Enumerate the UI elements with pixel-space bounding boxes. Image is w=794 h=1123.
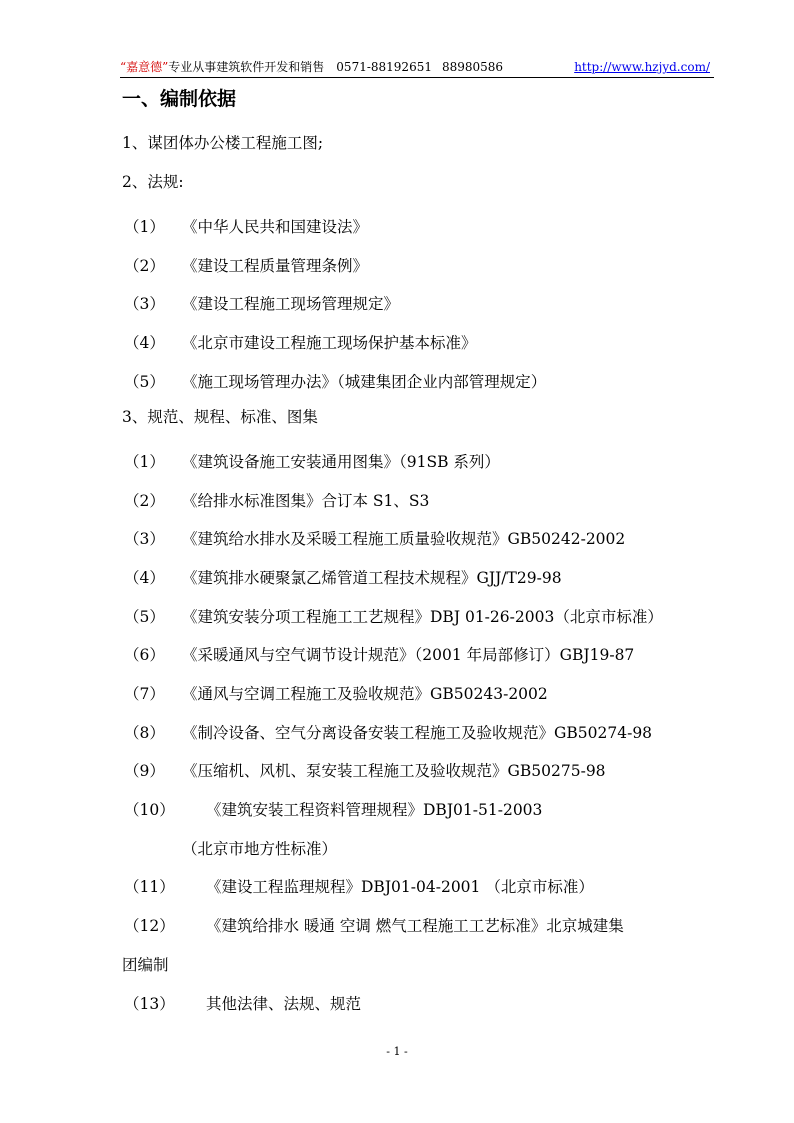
- list-item-number: （7）: [124, 685, 165, 703]
- list-item-text: （北京市地方性标准）: [182, 840, 338, 858]
- list-item-text: 《建筑给水排水及采暖工程施工质量验收规范》GB50242-2002: [182, 530, 626, 548]
- list-item: [124, 916, 624, 936]
- list-item-text: 《采暖通风与空气调节设计规范》（2001 年局部修订）GBJ19-87: [182, 646, 635, 664]
- list-item: [124, 684, 548, 704]
- list-item-number: （4）: [124, 334, 165, 352]
- header-phone-2: 88980586: [441, 60, 504, 74]
- item-standards: 3、规范、规程、标准、图集: [122, 408, 318, 426]
- list-item-text: 其他法律、法规、规范: [206, 995, 362, 1013]
- list-item-number: （3）: [124, 530, 165, 548]
- list-item-number: （10）: [124, 801, 175, 819]
- list-item-text: 《施工现场管理办法》（城建集团企业内部管理规定）: [182, 373, 547, 391]
- list-item-text: 《建设工程质量管理条例》: [182, 257, 369, 275]
- list-item-number: （3）: [124, 295, 165, 313]
- list-item-number: （8）: [124, 724, 165, 742]
- list-item: [124, 217, 368, 237]
- section-title: 一、编制依据: [122, 88, 237, 110]
- list-item-number: （6）: [124, 646, 165, 664]
- list-item: [124, 256, 368, 276]
- header-tagline: 专业从事建筑软件开发和销售: [168, 60, 325, 74]
- list-item-text: 《建设工程监理规程》DBJ01-04-2001 （北京市标准）: [206, 878, 594, 896]
- list-item-text: 《给排水标准图集》合订本 S1、S3: [182, 492, 430, 510]
- list-item-number: （13）: [124, 995, 175, 1013]
- list-item-text: 《建筑排水硬聚氯乙烯管道工程技术规程》GJJ/T29-98: [182, 569, 562, 587]
- list-item: [124, 294, 399, 314]
- list-item-number: （2）: [124, 257, 165, 275]
- list-item-text: 《中华人民共和国建设法》: [182, 218, 369, 236]
- list-item-text: 《建筑安装分项工程施工工艺规程》DBJ 01-26-2003（北京市标准）: [182, 608, 663, 626]
- list-item: [124, 723, 652, 743]
- list-item: [124, 333, 477, 353]
- list-item-number: （5）: [124, 373, 165, 391]
- list-item: [124, 529, 625, 549]
- list-item-number: （12）: [124, 917, 175, 935]
- list-item: [124, 645, 634, 665]
- list-item-continuation: [182, 839, 337, 859]
- list-item-number: （1）: [124, 218, 165, 236]
- list-item: [124, 994, 361, 1014]
- list-item-number: （11）: [124, 878, 175, 896]
- list-item: [124, 452, 500, 472]
- list-item-number: （4）: [124, 569, 165, 587]
- list-item-text: 《建设工程施工现场管理规定》: [182, 295, 400, 313]
- list-item-continuation: [122, 955, 169, 975]
- list-item: [124, 877, 594, 897]
- list-item-text: 《北京市建设工程施工现场保护基本标准》: [182, 334, 477, 352]
- list-item-number: （2）: [124, 492, 165, 510]
- list-item-number: （1）: [124, 453, 165, 471]
- item-regulations: 2、法规:: [122, 173, 184, 191]
- page-header: [120, 57, 714, 78]
- list-item-text: 《压缩机、风机、泵安装工程施工及验收规范》GB50275-98: [182, 762, 606, 780]
- list-item-text: 《制冷设备、空气分离设备安装工程施工及验收规范》GB50274-98: [182, 724, 653, 742]
- list-item-text: 团编制: [122, 956, 169, 974]
- list-item: [124, 568, 562, 588]
- list-item: [124, 761, 606, 781]
- header-website-link[interactable]: http://www.hzjyd.com/: [574, 60, 710, 74]
- list-item: [124, 800, 542, 820]
- list-item-number: （5）: [124, 608, 165, 626]
- list-item: [124, 491, 429, 511]
- list-item-text: 《建筑安装工程资料管理规程》DBJ01-51-2003: [206, 801, 543, 819]
- list-item-text: 《建筑设备施工安装通用图集》（91SB 系列）: [182, 453, 500, 471]
- list-item-text: 《通风与空调工程施工及验收规范》GB50243-2002: [182, 685, 548, 703]
- list-item-text: 《建筑给排水 暖通 空调 燃气工程施工工艺标准》北京城建集: [206, 917, 624, 935]
- list-item: [124, 372, 546, 392]
- list-item-number: （9）: [124, 762, 165, 780]
- item-drawings: 1、谋团体办公楼工程施工图;: [122, 134, 324, 152]
- header-brand: “嘉意德”: [120, 60, 169, 74]
- header-phone-1: 0571-88192651: [336, 60, 432, 74]
- list-item: [124, 607, 663, 627]
- page-number: - 1 -: [386, 1045, 408, 1058]
